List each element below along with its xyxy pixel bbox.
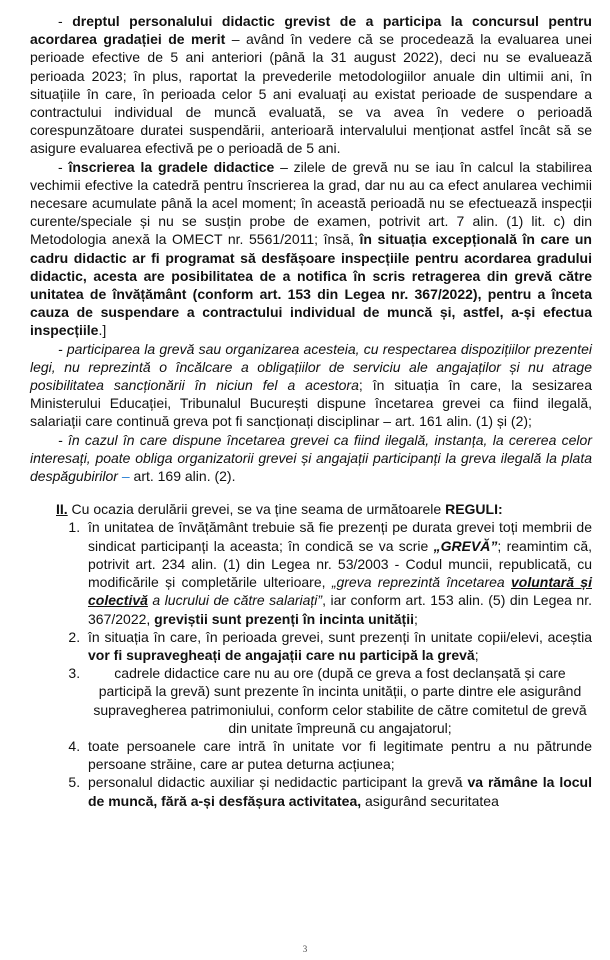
text-run: – zilele de grevă nu se iau în calcul la stabilirea vechimii efective la catedră pentru înscrierea la grad, dar nu au ca efect anularea vechimii necesare acumulate până la acel moment; în această perioadă nu se efectuează inspecții curente/speciale și nu se susțin probe de examen, potrivit art. 7 alin. (1) lit. c) din Metodologia anexă la OMECT nr. 5561/2011; însă, [30, 158, 592, 248]
rule-item [84, 737, 592, 773]
bold-run: în situația excepțională în care un cadru didactic ar fi programat să desfășoare inspecțiile pentru acordarea gradului didactic, acesta are posibilitatea de a notifica în scris retragerea din grevă către unitatea de învățământ (conform art. 153 din Legea nr. 367/2022), pentru a înceta cauza de suspendare a contractului individual de muncă și, astfel, a-și efectua inspecțiile [30, 231, 592, 339]
bold-italic-run: „GREVĂ” [433, 537, 498, 554]
text-run: ; în situația în care, la sesizarea Ministerului Educației, Tribunalul București dispune încetarea grevei ca fiind ilegală, salariații care continuă greva pot fi sancționați disciplinar – art. 161 alin. (1) și (2); [30, 377, 593, 430]
page-number: 3 [302, 944, 308, 954]
rule-item [84, 773, 592, 809]
paragraph-illegal-strike [0, 431, 610, 486]
paragraph-didactic-grades [0, 158, 610, 340]
text-run: .] [98, 322, 107, 339]
bold-run: va rămâne la locul de muncă, fără a-și desfășura activitatea, [88, 774, 592, 809]
rule-item [84, 628, 592, 664]
text-run: – având în vedere că se procedează la evaluarea unei perioade efective de 5 ani anteriori (până la 31 august 2022), deci nu se evaluează perioada 2023; în plus, raportat la prevederile metodologiilor anuale din ultimii ani, în situațiile în care, în perioada celor 5 ani evaluați au existat perioade de suspendare a contractului individual de muncă evaluată, se va avea în vedere o perioadă corespunzătoare duratei suspendării, anterioară intervalului menționat astfel încât să se asigure evaluarea efectivă pe o perioadă de 5 ani. [30, 31, 592, 157]
text-run: toate persoanele care intră în unitate vor fi legitimate pentru a nu pătrunde persoane străine, care ar putea deturna acțiunea; [88, 737, 592, 773]
text-run: , iar conform art. 153 alin. (5) din Legea nr. 367/2022, [88, 592, 593, 627]
italic-run: - în cazul în care dispune încetarea grevei ca fiind ilegală, instanța, la cererea celor interesați, poate obliga organizatorii grevei și angajații participanți la greva ilegală la plata despăgubirilor [30, 431, 592, 485]
text-run: ; reamintim că, potrivit art. 234 alin. (1) din Legea nr. 53/2003 - Codul muncii, republicată, cu modificările și completările ulterioare, [88, 537, 592, 591]
italic-run: - participarea la grevă sau organizarea acesteia, cu respectarea dispozițiilor prezentei legi, nu reprezintă o încălcare a obligațiilor de serviciu ale angajaților și nu atrage posibilitatea sancționării în niciun fel a acestora [30, 340, 592, 394]
rule-item [84, 518, 592, 627]
rules-list [0, 518, 610, 809]
bold-italic-underline-run: voluntară și colectivă [88, 574, 592, 609]
text-run: ; [474, 646, 479, 663]
text-run: în situația în care, în perioada grevei, sunt prezenți în unitate copii/elevi, aceștia [88, 628, 592, 645]
text-run: cadrele didactice care nu au ore (după ce greva a fost declanșată și care participă la grevă) sunt prezente în incinta unității, o parte dintre ele asigurând supravegherea patrimoniului, conform celor stabilite de către comitetul de grevă din unitate împreună cu angajatorul; [93, 665, 587, 736]
text-run: art. 169 alin. (2). [129, 468, 236, 485]
text-run: – [117, 468, 130, 485]
section-title [0, 500, 610, 518]
text-run: ; [413, 610, 418, 627]
paragraph-merit-gradation [0, 12, 610, 158]
bold-run: REGULI: [445, 501, 503, 518]
bold-run: greviștii sunt prezenți în incinta unității [154, 610, 414, 627]
text-run: personalul didactic auxiliar și nedidactic participant la grevă [88, 774, 468, 791]
text-run: în unitatea de învățământ trebuie să fie prezenți pe durata grevei toți membrii de sindicat participanți la aceasta; în condică se va scrie [88, 519, 592, 554]
bold-run: dreptul personalului didactic grevist de a participa la concursul pentru acordarea gradației de merit [30, 13, 592, 48]
rule-item [84, 664, 592, 737]
text-run: - [58, 13, 73, 29]
text-run: asigurând securitatea [361, 792, 499, 809]
text-run: - [58, 158, 69, 175]
section-number: II. [56, 501, 68, 518]
bold-run: înscrierea la gradele didactice [68, 158, 275, 175]
text-run: Cu ocazia derulării grevei, se va ține seama de următoarele [67, 501, 446, 518]
bold-run: vor fi supravegheați de angajații care nu participă la grevă [88, 646, 475, 663]
paragraph-strike-participation [0, 340, 610, 431]
italic-run: a lucrului de către salariați” [147, 592, 323, 609]
italic-run: „greva reprezintă încetarea [331, 574, 511, 591]
